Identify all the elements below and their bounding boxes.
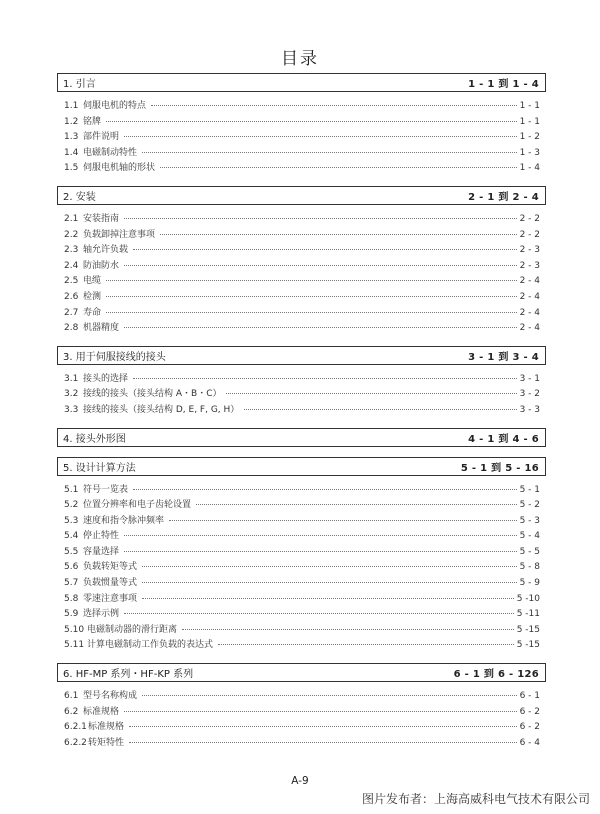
toc-chapter (57, 663, 546, 750)
toc-entry[interactable] (64, 402, 540, 418)
toc-entry-list (57, 98, 546, 176)
entry-number: 5.7 (64, 578, 79, 589)
entry-number: 5.3 (64, 515, 79, 526)
entry-label: 伺服电机的特点 (83, 101, 147, 111)
toc-entry[interactable] (64, 622, 540, 638)
entry-number: 6.1 (64, 691, 79, 702)
dot-leader (124, 136, 517, 137)
dot-leader (133, 489, 517, 490)
entry-label: 安装指南 (83, 213, 120, 224)
chapter-page-range: 6 - 1 到 6 - 126 (453, 669, 539, 681)
toc-entry[interactable] (64, 688, 540, 704)
toc-entry[interactable] (64, 606, 540, 622)
dot-leader (133, 249, 517, 250)
toc-chapter (57, 428, 546, 447)
entry-number: 6.2.2 (64, 737, 87, 748)
entry-page: 6 - 1 (519, 691, 540, 702)
toc-entry[interactable] (64, 145, 540, 161)
entry-label: 符号一览表 (83, 484, 129, 495)
toc-entry[interactable] (64, 735, 540, 751)
entry-label: 接线的接头（接头结构 D, E, F, G, H） (83, 404, 240, 415)
entry-number: 2.5 (64, 276, 79, 287)
entry-label: 电磁制动器的滑行距离 (87, 624, 178, 635)
toc-entry-list (57, 371, 546, 418)
entry-number: 5.4 (64, 531, 79, 542)
toc-entry[interactable] (64, 591, 540, 607)
chapter-header[interactable] (57, 428, 546, 447)
entry-label: 型号名称构成 (83, 691, 138, 702)
toc-entry-list (57, 211, 546, 336)
dot-leader (106, 280, 517, 281)
dot-leader (124, 551, 517, 552)
toc-chapter (57, 186, 546, 336)
entry-label: 电磁制动特性 (83, 147, 138, 158)
publisher-watermark: 图片发布者：上海高威科电气技术有限公司 (361, 792, 590, 806)
dot-leader (142, 598, 514, 599)
entry-number: 5.9 (64, 609, 79, 620)
entry-number: 1.5 (64, 163, 79, 174)
chapter-label: 3. 用于伺服接线的接头 (63, 351, 166, 363)
entry-label: 负载卸掉注意事项 (83, 229, 156, 240)
entry-page: 2 - 3 (519, 260, 540, 271)
entry-label: 位置分辨率和电子齿轮设置 (83, 500, 192, 511)
entry-number: 2.8 (64, 323, 79, 334)
entry-number: 5.1 (64, 484, 79, 495)
dot-leader (196, 504, 517, 505)
entry-label: 标准规格 (88, 722, 125, 733)
entry-page: 5 - 5 (519, 546, 540, 557)
toc-entry[interactable] (64, 371, 540, 387)
toc-entry[interactable] (64, 704, 540, 720)
table-of-contents (57, 73, 546, 760)
dot-leader (142, 152, 517, 153)
entry-page: 2 - 4 (519, 291, 540, 302)
entry-number: 5.11 (64, 640, 85, 651)
entry-label: 标准规格 (83, 706, 120, 717)
chapter-page-range: 5 - 1 到 5 - 16 (460, 462, 539, 474)
toc-entry[interactable] (64, 482, 540, 498)
entry-number: 5.8 (64, 593, 79, 604)
entry-number: 3.3 (64, 404, 79, 415)
entry-page: 2 - 3 (519, 245, 540, 256)
entry-number: 1.4 (64, 147, 79, 158)
entry-number: 6.2 (64, 706, 79, 717)
toc-entry[interactable] (64, 528, 540, 544)
entry-page: 2 - 2 (519, 213, 540, 224)
toc-entry[interactable] (64, 637, 540, 653)
entry-page: 5 -15 (516, 640, 540, 651)
dot-leader (106, 296, 517, 297)
entry-page: 1 - 3 (519, 147, 540, 158)
toc-chapter (57, 346, 546, 418)
entry-number: 3.1 (64, 373, 79, 384)
entry-label: 接线的接头（接头结构 A・B・C） (83, 389, 222, 400)
chapter-page-range: 2 - 1 到 2 - 4 (468, 191, 539, 203)
dot-leader (142, 566, 517, 567)
dot-leader (182, 629, 514, 630)
entry-number: 2.4 (64, 260, 79, 271)
entry-number: 1.3 (64, 132, 79, 143)
toc-entry[interactable] (64, 305, 540, 321)
entry-label: 负载惯量等式 (83, 578, 138, 589)
dot-leader (129, 726, 517, 727)
chapter-header[interactable] (57, 457, 546, 476)
chapter-label: 2. 安装 (63, 191, 96, 203)
dot-leader (124, 327, 517, 328)
entry-label: 检测 (83, 291, 102, 302)
entry-number: 5.10 (64, 624, 85, 635)
dot-leader (151, 105, 517, 106)
entry-page: 5 -10 (516, 593, 540, 604)
dot-leader (244, 409, 516, 410)
toc-entry[interactable] (64, 320, 540, 336)
entry-number: 1.2 (64, 116, 79, 127)
entry-label: 负载转矩等式 (83, 562, 138, 573)
toc-entry-list (57, 688, 546, 750)
toc-entry[interactable] (64, 273, 540, 289)
entry-page: 2 - 2 (519, 229, 540, 240)
dot-leader (124, 711, 517, 712)
chapter-page-range: 3 - 1 到 3 - 4 (468, 351, 539, 363)
entry-page: 1 - 4 (519, 163, 540, 174)
chapter-header[interactable] (57, 346, 546, 365)
entry-label: 伺服电机轴的形状 (83, 163, 156, 174)
chapter-label: 5. 设计计算方法 (63, 462, 136, 474)
entry-number: 2.6 (64, 291, 79, 302)
entry-label: 转矩特性 (88, 737, 125, 748)
entry-label: 寿命 (83, 307, 102, 318)
entry-label: 零速注意事项 (83, 593, 138, 604)
chapter-header[interactable] (57, 73, 546, 92)
dot-leader (142, 695, 517, 696)
entry-page: 5 - 8 (519, 562, 540, 573)
entry-page: 3 - 3 (519, 404, 540, 415)
toc-entry[interactable] (64, 211, 540, 227)
page-number: A-9 (291, 775, 309, 787)
entry-page: 6 - 2 (519, 706, 540, 717)
entry-label: 接头的选择 (83, 373, 129, 384)
dot-leader (124, 613, 514, 614)
toc-entry[interactable] (64, 114, 540, 130)
dot-leader (124, 218, 517, 219)
dot-leader (124, 265, 517, 266)
toc-entry[interactable] (64, 497, 540, 513)
entry-number: 2.3 (64, 245, 79, 256)
dot-leader (142, 582, 517, 583)
dot-leader (106, 121, 517, 122)
toc-entry[interactable] (64, 386, 540, 402)
entry-page: 5 - 9 (519, 578, 540, 589)
chapter-header[interactable] (57, 663, 546, 682)
dot-leader (133, 378, 517, 379)
dot-leader (218, 644, 514, 645)
entry-number: 3.2 (64, 389, 79, 400)
dot-leader (124, 535, 517, 536)
chapter-header[interactable] (57, 186, 546, 205)
page-title: 目录 (281, 49, 319, 69)
chapter-label: 6. HF-MP 系列・HF-KP 系列 (63, 669, 194, 681)
entry-label: 容量选择 (83, 546, 120, 557)
entry-page: 3 - 2 (519, 389, 540, 400)
toc-entry[interactable] (64, 289, 540, 305)
chapter-page-range: 1 - 1 到 1 - 4 (468, 79, 539, 90)
toc-chapter (57, 457, 546, 654)
chapter-page-range: 4 - 1 到 4 - 6 (468, 433, 539, 445)
entry-label: 计算电磁制动工作负载的表达式 (87, 640, 214, 651)
dot-leader (226, 393, 516, 394)
entry-label: 选择示例 (83, 609, 120, 620)
dot-leader (106, 312, 517, 313)
chapter-label: 1. 引言 (63, 79, 96, 90)
entry-page: 3 - 1 (519, 373, 540, 384)
entry-page: 6 - 2 (519, 722, 540, 733)
dot-leader (160, 234, 517, 235)
entry-page: 2 - 4 (519, 276, 540, 287)
entry-number: 1.1 (64, 101, 79, 111)
entry-number: 5.5 (64, 546, 79, 557)
entry-page: 1 - 1 (519, 101, 540, 111)
toc-entry[interactable] (64, 129, 540, 145)
entry-page: 1 - 2 (519, 132, 540, 143)
entry-label: 停止特性 (83, 531, 120, 542)
entry-page: 5 - 4 (519, 531, 540, 542)
entry-page: 1 - 1 (519, 116, 540, 127)
dot-leader (129, 742, 517, 743)
toc-entry[interactable] (64, 258, 540, 274)
dot-leader (160, 167, 517, 168)
toc-entry[interactable] (64, 227, 540, 243)
toc-entry[interactable] (64, 513, 540, 529)
entry-number: 2.1 (64, 213, 79, 224)
entry-number: 6.2.1 (64, 722, 87, 733)
entry-page: 5 - 1 (519, 484, 540, 495)
entry-page: 5 - 3 (519, 515, 540, 526)
entry-label: 机器精度 (83, 323, 120, 334)
chapter-label: 4. 接头外形图 (63, 433, 126, 445)
entry-number: 2.7 (64, 307, 79, 318)
toc-entry[interactable] (64, 544, 540, 560)
entry-label: 防油防水 (83, 260, 120, 271)
entry-label: 电缆 (83, 276, 102, 287)
entry-page: 5 -11 (516, 609, 540, 620)
toc-entry[interactable] (64, 719, 540, 735)
entry-label: 轴允许负载 (83, 245, 129, 256)
toc-entry-list (57, 482, 546, 654)
toc-entry[interactable] (64, 575, 540, 591)
entry-number: 2.2 (64, 229, 79, 240)
toc-chapter (57, 73, 546, 176)
dot-leader (169, 520, 517, 521)
entry-label: 速度和指令脉冲频率 (83, 515, 165, 526)
toc-entry[interactable] (64, 160, 540, 176)
entry-page: 2 - 4 (519, 307, 540, 318)
entry-label: 部件说明 (83, 132, 120, 143)
toc-entry[interactable] (64, 242, 540, 258)
entry-page: 6 - 4 (519, 737, 540, 748)
entry-page: 5 -15 (516, 624, 540, 635)
entry-page: 2 - 4 (519, 323, 540, 334)
entry-page: 5 - 2 (519, 500, 540, 511)
entry-label: 铭牌 (83, 116, 102, 127)
entry-number: 5.6 (64, 562, 79, 573)
toc-entry[interactable] (64, 559, 540, 575)
toc-entry[interactable] (64, 98, 540, 114)
entry-number: 5.2 (64, 500, 79, 511)
